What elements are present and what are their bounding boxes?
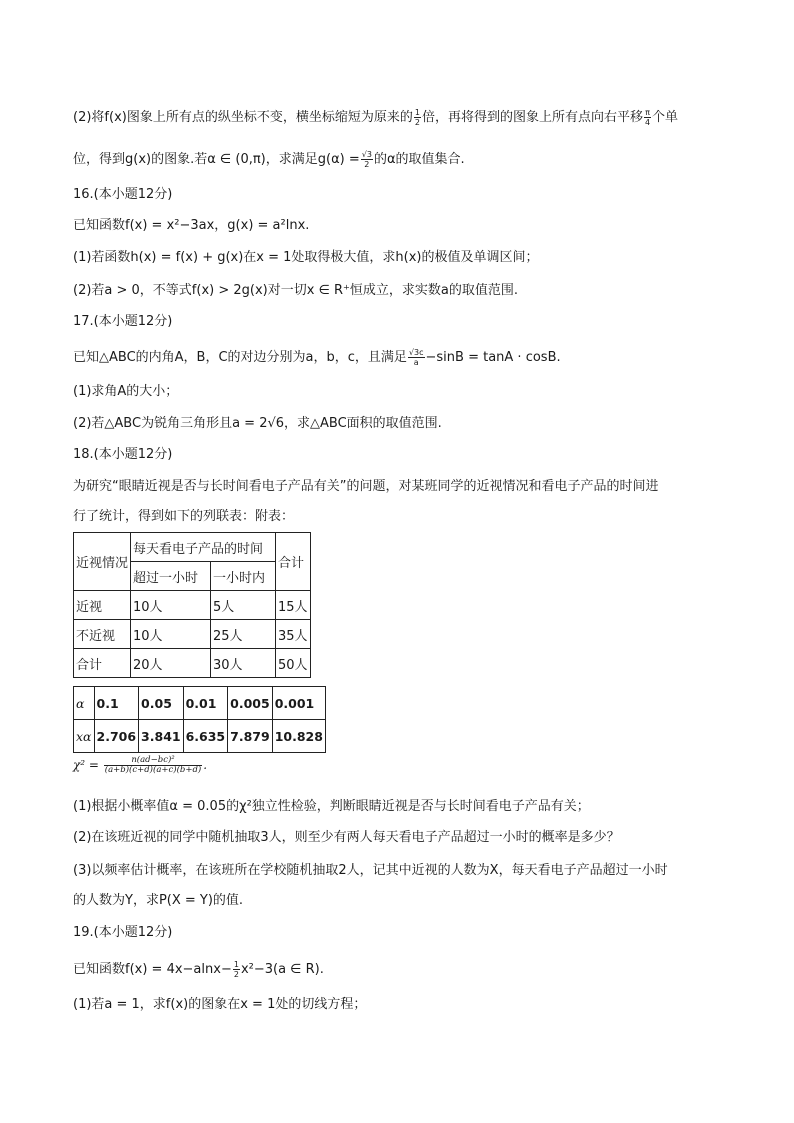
q18-stem-line2: 行了统计，得到如下的列联表：附表： (73, 509, 295, 524)
table-row: xα 2.706 3.841 6.635 7.879 10.828 (74, 720, 326, 753)
q17-stem: 已知△ABC的内角A，B，C的对边分别为a，b，c，且满足 $\frac{√3c}{a}$ −sinB = tanA · cosB. (73, 348, 561, 367)
table-row: 近视 10人 5人 15人 (74, 591, 311, 620)
subheader-within-one-hour: 一小时内 (211, 562, 276, 591)
q15-part2-line2: 位，得到g(x)的图象.若α ∈ (0,π)，求满足g(α) = $\frac{√3}{2}$ 的α的取值集合. (73, 150, 465, 169)
chi-square-fraction: $\frac{\text{n(ad−bc)²}}{(a+b)(c+d)(a+c)(b+d)}$ (104, 755, 202, 775)
fraction-sqrt3-over-2: $\frac{√3}{2}$ (361, 150, 372, 169)
q17-heading: 17.(本小题12分) (73, 314, 173, 329)
q18-stem-line1: 为研究“眼睛近视是否与长时间看电子产品有关”的问题，对某班同学的近视情况和看电子产品的时间进 (73, 479, 659, 494)
table-row: 不近视 10人 25人 35人 (74, 620, 311, 649)
q17-part2: (2)若△ABC为锐角三角形且a = 2√6，求△ABC面积的取值范围. (73, 416, 442, 431)
q18-heading: 18.(本小题12分) (73, 447, 173, 462)
q19-stem: 已知函数f(x) = 4x−alnx− $\frac{1}{2}$ x²−3(a ∈ R). (73, 960, 324, 979)
contingency-table (73, 532, 311, 678)
q16-heading: 16.(本小题12分) (73, 187, 173, 202)
q15-part2-line1: (2)将f(x)图象上所有点的纵坐标不变，横坐标缩短为原来的 $\frac{1}{2}$ 倍，再将得到的图象上所有点向右平移 $\frac{\pi}{4}$ 个单 (73, 108, 679, 127)
q16-part1: (1)若函数h(x) = f(x) + g(x)在x = 1处取得极大值，求h(x)的极值及单调区间； (73, 250, 539, 265)
q19-part1: (1)若a = 1，求f(x)的图象在x = 1处的切线方程； (73, 997, 367, 1012)
fraction-one-half: $\frac{1}{2}$ (233, 960, 239, 979)
fraction-pi-over-4: $\frac{\pi}{4}$ (644, 108, 651, 127)
q16-stem: 已知函数f(x) = x²−3ax，g(x) = a²lnx. (73, 218, 310, 233)
q17-part1: (1)求角A的大小； (73, 384, 179, 399)
q18-part2: (2)在该班近视的同学中随机抽取3人，则至少有两人每天看电子产品超过一小时的概率是多少？ (73, 830, 620, 845)
header-myopia-status: 近视情况 (74, 533, 131, 591)
q18-part3-line2: 的人数为Y，求P(X = Y)的值. (73, 893, 244, 908)
q18-part3-line1: (3)以频率估计概率，在该班所在学校随机抽取2人，记其中近视的人数为X，每天看电子产品超过一小时 (73, 863, 668, 878)
header-total: 合计 (276, 533, 311, 591)
table-row: α 0.1 0.05 0.01 0.005 0.001 (74, 687, 326, 720)
subheader-over-one-hour: 超过一小时 (131, 562, 211, 591)
chi-square-formula: χ² = $\frac{\text{n(ad−bc)²}}{(a+b)(c+d)(a+c)(b+d)}$ . (73, 755, 208, 775)
q19-heading: 19.(本小题12分) (73, 925, 173, 940)
q16-part2: (2)若a > 0，不等式f(x) > 2g(x)对一切x ∈ R⁺恒成立，求实数a的取值范围. (73, 283, 519, 298)
critical-value-table (73, 686, 326, 753)
fraction-one-half: $\frac{1}{2}$ (414, 108, 420, 127)
fraction-sqrt3c-over-a: $\frac{√3c}{a}$ (408, 348, 424, 367)
q18-part1: (1)根据小概率值α = 0.05的χ²独立性检验，判断眼睛近视是否与长时间看电子产品有关； (73, 799, 590, 814)
table-row: 合计 20人 30人 50人 (74, 649, 311, 678)
header-screen-time: 每天看电子产品的时间 (131, 533, 276, 562)
